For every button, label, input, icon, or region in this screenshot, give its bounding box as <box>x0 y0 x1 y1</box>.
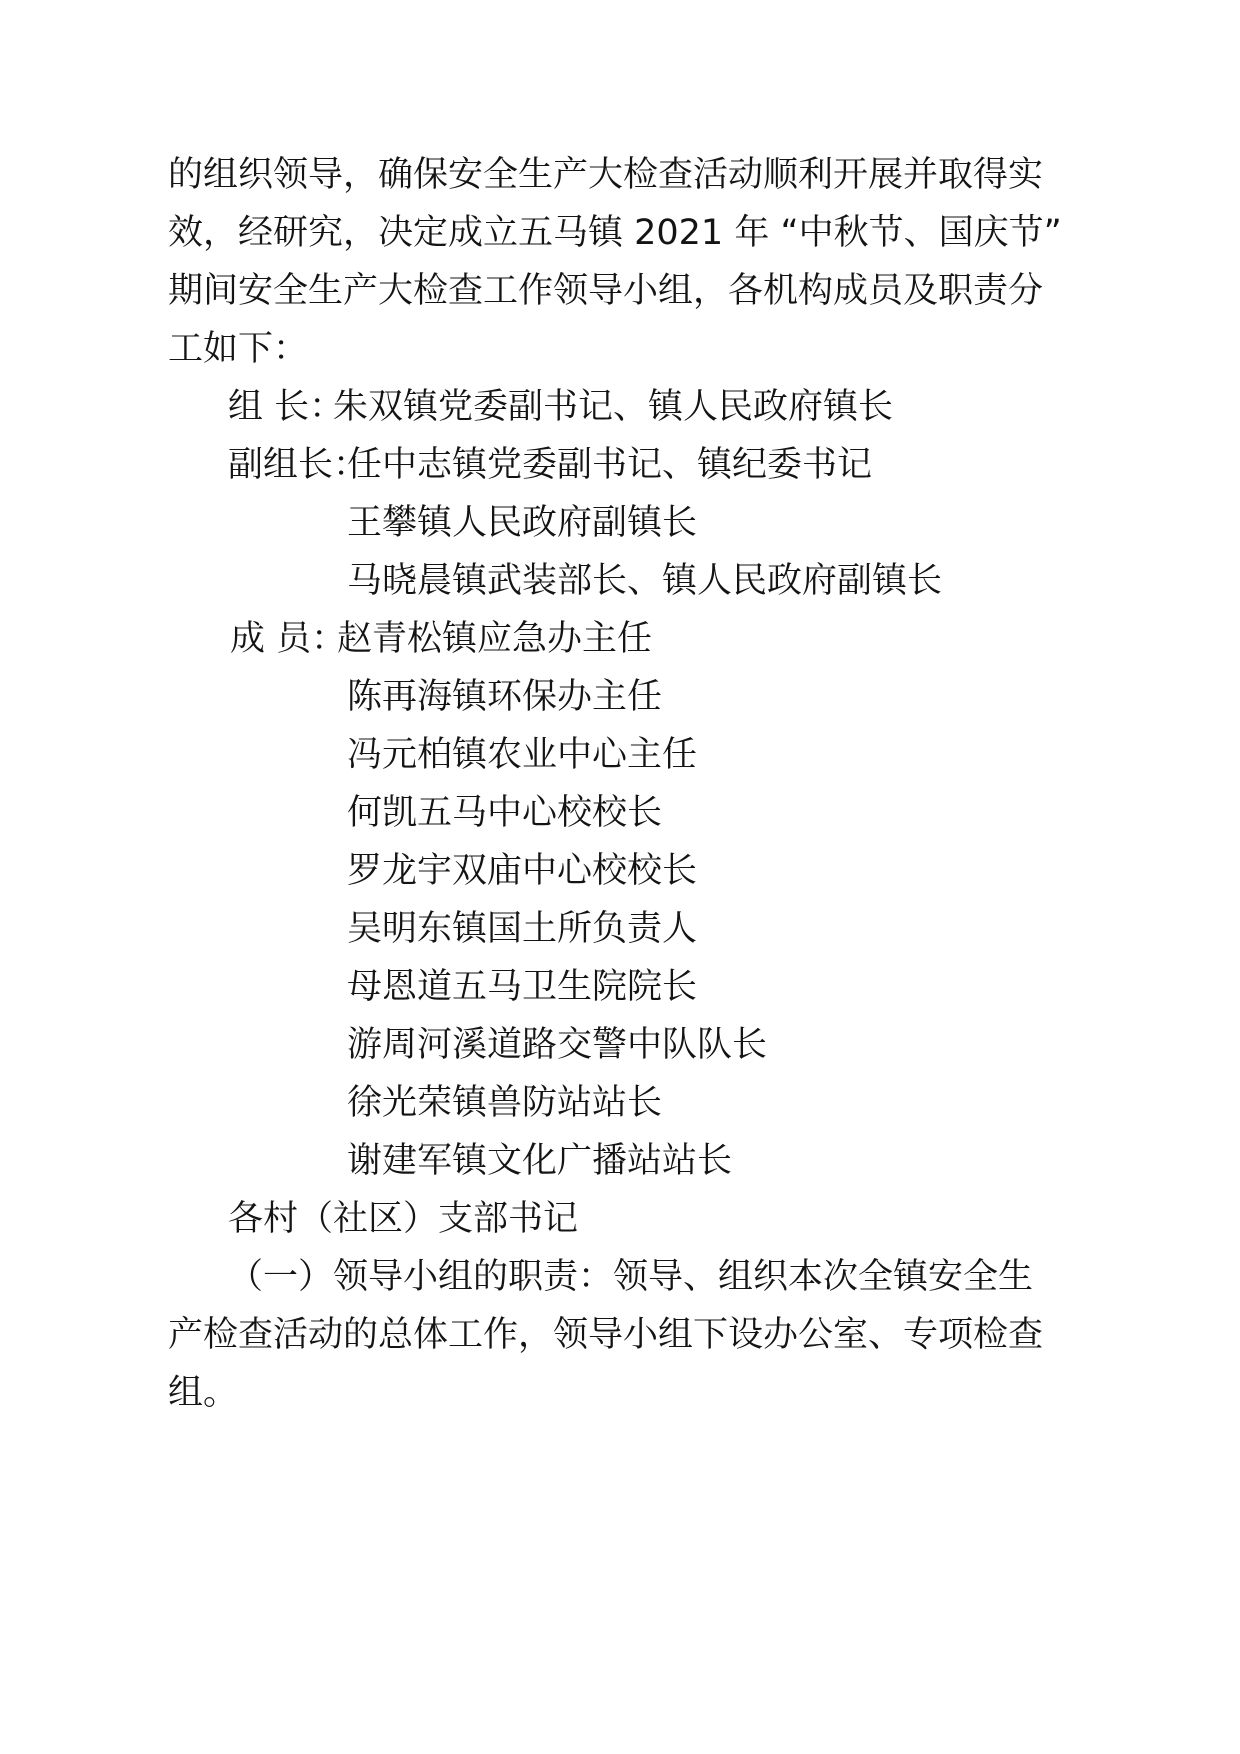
member-entry: 游周河溪道路交警中队队长 <box>347 1025 768 1065</box>
duty-line-1: （一）领导小组的职责：领导、组织本次全镇安全生 <box>228 1257 1034 1297</box>
intro-line-3: 期间安全生产大检查工作领导小组，各机构成员及职责分 <box>168 271 1044 311</box>
intro-line-4: 工如下： <box>168 329 309 369</box>
duty-line-3: 组。 <box>168 1373 239 1413</box>
members-role-label: 成 员： <box>230 619 347 659</box>
member-entry: 冯元柏镇农业中心主任 <box>347 735 698 775</box>
leader-role-label: 组 长： <box>228 387 345 427</box>
member-entry: 吴明东镇国土所负责人 <box>347 909 698 949</box>
intro-line-1: 的组织领导，确保安全生产大检查活动顺利开展并取得实 <box>168 155 1044 195</box>
deputy-entry: 任中志镇党委副书记、镇纪委书记 <box>347 445 873 485</box>
deputy-entry: 马晓晨镇武装部长、镇人民政府副镇长 <box>347 561 943 601</box>
member-entry: 母恩道五马卫生院院长 <box>347 967 698 1007</box>
duty-line-2: 产检查活动的总体工作，领导小组下设办公室、专项检查 <box>168 1315 1044 1355</box>
deputy-role-label: 副组长： <box>228 445 369 485</box>
member-entry: 赵青松镇应急办主任 <box>337 619 653 659</box>
leader-entry: 朱双镇党委副书记、镇人民政府镇长 <box>333 387 894 427</box>
member-entry: 谢建军镇文化广播站站长 <box>347 1141 733 1181</box>
deputy-entry: 王攀镇人民政府副镇长 <box>347 503 698 543</box>
member-entry: 陈再海镇环保办主任 <box>347 677 663 717</box>
member-entry: 何凯五马中心校校长 <box>347 793 663 833</box>
village-secretaries-line: 各村（社区）支部书记 <box>228 1199 579 1239</box>
member-entry: 罗龙宇双庙中心校校长 <box>347 851 698 891</box>
intro-line-2: 效，经研究，决定成立五马镇 2021 年 “中秋节、国庆节” <box>168 213 1062 253</box>
member-entry: 徐光荣镇兽防站站长 <box>347 1083 663 1123</box>
